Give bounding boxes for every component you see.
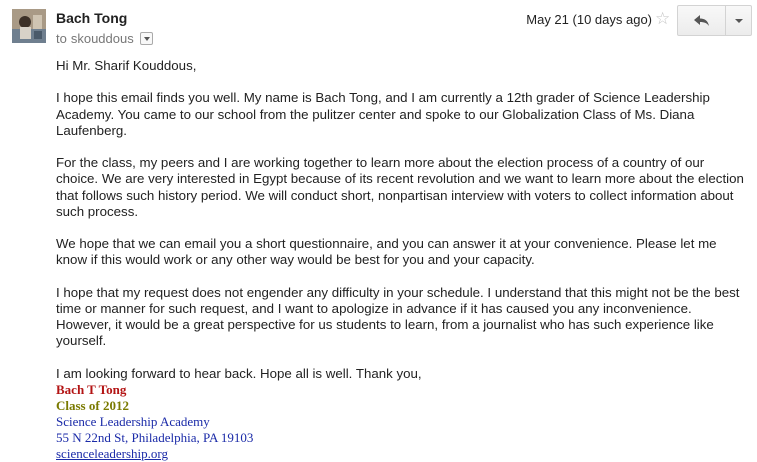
- signature: [56, 382, 746, 462]
- signature-school: Science Leadership Academy: [56, 413, 210, 429]
- avatar-photo-icon: [12, 9, 46, 43]
- avatar[interactable]: [12, 9, 46, 43]
- signature-address: 55 N 22nd St, Philadelphia, PA 19103: [56, 429, 254, 445]
- recipient-name: skouddous: [70, 31, 134, 46]
- star-icon[interactable]: ☆: [655, 9, 671, 28]
- reply-arrow-icon: [694, 15, 710, 27]
- closing-line: I am looking forward to hear back. Hope all is well. Thank you,: [56, 365, 422, 381]
- show-details-dropdown[interactable]: [140, 32, 153, 45]
- to-prefix: to: [56, 31, 67, 46]
- body-paragraph: We hope that we can email you a short questionnaire, and you can answer it at your convenience. Please let me know if this would work or any other way would be best for you and your capacity.: [56, 236, 717, 268]
- signature-class: Class of 2012: [56, 397, 129, 413]
- signature-website-link[interactable]: scienceleadership.org: [56, 445, 169, 461]
- message-body: [56, 58, 746, 462]
- signature-name: Bach T Tong: [56, 381, 127, 397]
- recipient-line: [56, 31, 153, 46]
- more-actions-button[interactable]: [726, 6, 751, 35]
- sender-name[interactable]: Bach Tong: [56, 10, 128, 26]
- chevron-down-icon: [735, 19, 743, 23]
- body-paragraph: I hope this email finds you well. My name is Bach Tong, and I am currently a 12th grader of Science Leadership Academy. You came to our school from the pulitzer center and spoke to our Globalization Class of Ms. Diana Laufenberg.: [56, 90, 710, 138]
- message-date: May 21 (10 days ago): [526, 12, 652, 27]
- body-paragraph: I hope that my request does not engender any difficulty in your schedule. I understand that this might not be the best time or manner for such request, and I want to apologize in advance if it has caused you any inconvenience. However, it would be a great perspective for us students to learn, from a journalist who has such experience like yourself.: [56, 284, 740, 349]
- body-paragraph: For the class, my peers and I are working together to learn more about the election process of a country of our choice. We are very interested in Egypt because of its recent revolution and we want to learn more about the election that follows such history period. We will conduct short, nonpartisan interview with voters to collect information about such process.: [56, 155, 744, 219]
- reply-button-group: [677, 5, 752, 36]
- reply-button[interactable]: [678, 6, 726, 35]
- greeting: Hi Mr. Sharif Kouddous,: [56, 58, 197, 73]
